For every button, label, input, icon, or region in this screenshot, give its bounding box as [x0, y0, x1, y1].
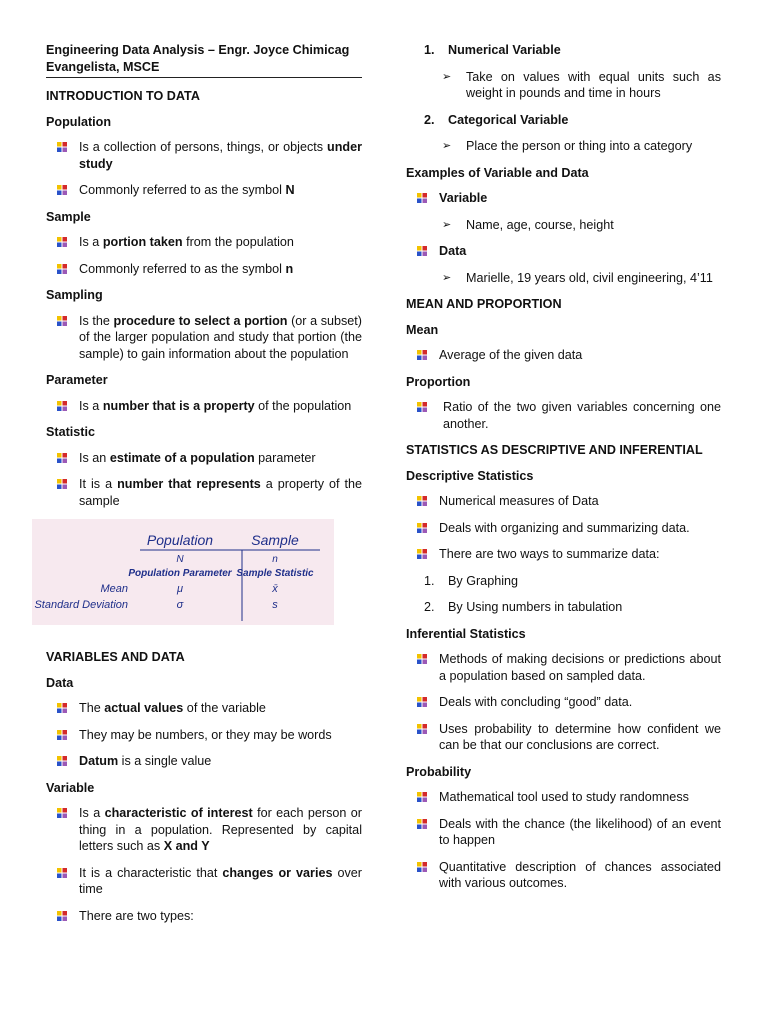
diamond-bullet-icon — [56, 478, 68, 490]
diamond-bullet-icon — [416, 522, 428, 534]
heading-parameter: Parameter — [46, 373, 108, 387]
diamond-bullet-icon — [416, 349, 428, 361]
heading-variable: Variable — [46, 780, 95, 795]
diamond-bullet-icon — [56, 702, 68, 714]
diamond-bullet-icon — [416, 791, 428, 803]
diamond-bullet-icon — [416, 548, 428, 560]
diamond-bullet-icon — [56, 400, 68, 412]
heading-data: Data — [46, 675, 74, 690]
table-cell: μ — [176, 583, 184, 595]
table-cell: n — [272, 554, 278, 565]
diamond-bullet-icon — [416, 192, 428, 204]
table-cell: s — [272, 599, 278, 611]
diamond-bullet-icon — [56, 315, 68, 327]
sub-item: ➢ Name, age, course, height — [442, 217, 614, 232]
table-header-sample: Sample — [251, 532, 299, 548]
heading-sampling: Sampling — [46, 288, 103, 302]
heading-proportion: Proportion — [406, 374, 471, 389]
list-item: Is a number that is a property of the population — [46, 398, 362, 415]
diamond-bullet-icon — [416, 495, 428, 507]
right-column — [406, 42, 721, 902]
section-heading-statistics: STATISTICS AS DESCRIPTIVE AND INFERENTIAL — [406, 443, 703, 457]
document-title: Engineering Data Analysis – Engr. Joyce Chimicag Evangelista, MSCE — [46, 42, 362, 78]
diamond-bullet-icon — [416, 818, 428, 830]
list-item: It is a number that represents a property of the sample — [46, 476, 362, 509]
heading-statistic: Statistic — [46, 425, 95, 439]
heading-mean: Mean — [406, 322, 439, 337]
section-heading-mean-proportion: MEAN AND PROPORTION — [406, 297, 562, 311]
numbered-item: 1. Numerical Variable — [424, 43, 561, 57]
heading-descriptive: Descriptive Statistics — [406, 468, 534, 483]
list-item: Deals with concluding “good” data. — [406, 694, 721, 711]
section-heading-variables: VARIABLES AND DATA — [46, 650, 185, 664]
table-header-population: Population — [146, 532, 214, 548]
population-sample-table — [32, 519, 334, 625]
list-item: There are two ways to summarize data: — [406, 546, 721, 563]
list-item: It is a characteristic that changes or varies over time — [46, 865, 362, 898]
sub-item: ➢ Place the person or thing into a category — [442, 139, 693, 153]
heading-probability: Probability — [406, 764, 472, 779]
sub-item: ➢ Take on values with equal units such as weight in pounds and time in hours — [442, 69, 721, 100]
list-item: Is the procedure to select a portion (or a subset) of the larger population and study that portion (the sample) to gain information about the population — [46, 313, 362, 363]
list-item: Deals with organizing and summarizing data. — [406, 520, 721, 537]
list-item: Methods of making decisions or predictions about a population based on sampled data. — [406, 651, 721, 684]
diamond-bullet-icon — [416, 401, 428, 413]
diamond-bullet-icon — [56, 729, 68, 741]
list-item: Deals with the chance (the likelihood) of an event to happen — [406, 816, 721, 849]
list-item: Is a portion taken from the population — [46, 234, 362, 251]
list-item: They may be numbers, or they may be words — [46, 727, 362, 744]
list-item: Numerical measures of Data — [406, 493, 721, 510]
diamond-bullet-icon — [56, 141, 68, 153]
table-cell: Sample Statistic — [236, 568, 314, 579]
list-item: Average of the given data — [406, 347, 721, 364]
list-item: Uses probability to determine how confident we can be that our conclusions are correct. — [406, 721, 721, 754]
list-item: Datum is a single value — [46, 753, 362, 770]
diamond-bullet-icon — [56, 867, 68, 879]
list-item: Ratio of the two given variables concerning one another. — [406, 399, 721, 432]
diamond-bullet-icon — [416, 861, 428, 873]
table-cell: x̄ — [272, 583, 278, 595]
list-item: There are two types: — [46, 908, 362, 925]
section-heading-introduction: INTRODUCTION TO DATA — [46, 89, 200, 103]
list-item: Is a characteristic of interest for each person or thing in a population. Represented by capital letters such as X and Y — [46, 805, 362, 855]
diamond-bullet-icon — [56, 807, 68, 819]
list-item: Is an estimate of a population parameter — [46, 450, 362, 467]
table-cell: σ — [176, 599, 184, 611]
heading-inferential: Inferential Statistics — [406, 626, 526, 641]
diamond-bullet-icon — [56, 755, 68, 767]
list-item: Mathematical tool used to study randomness — [406, 789, 721, 806]
diamond-bullet-icon — [56, 184, 68, 196]
heading-population: Population — [46, 114, 112, 129]
heading-sample: Sample — [46, 209, 91, 224]
diamond-bullet-icon — [416, 245, 428, 257]
arrowhead-bullet-icon: ➢ — [442, 70, 452, 83]
table-row-label: Mean — [100, 583, 128, 595]
table-row-label: Standard Deviation — [34, 599, 128, 611]
diamond-bullet-icon — [416, 723, 428, 735]
arrowhead-bullet-icon: ➢ — [442, 218, 452, 231]
diamond-bullet-icon — [56, 910, 68, 922]
numbered-item: 1. By Graphing — [424, 573, 519, 588]
list-item: Variable — [406, 190, 721, 207]
sub-item: ➢ Marielle, 19 years old, civil engineering, 4’11 — [442, 270, 713, 285]
heading-examples: Examples of Variable and Data — [406, 165, 589, 180]
numbered-item: 2. By Using numbers in tabulation — [424, 600, 623, 614]
table-cell: Population Parameter — [128, 568, 232, 579]
list-item: Commonly referred to as the symbol N — [46, 182, 362, 199]
numbered-item: 2. Categorical Variable — [424, 112, 569, 127]
arrowhead-bullet-icon: ➢ — [442, 140, 452, 152]
diamond-bullet-icon — [56, 263, 68, 275]
list-item: Quantitative description of chances associated with various outcomes. — [406, 859, 721, 892]
diamond-bullet-icon — [56, 452, 68, 464]
list-item: Commonly referred to as the symbol n — [46, 261, 362, 278]
list-item: Data — [406, 243, 721, 260]
diamond-bullet-icon — [56, 236, 68, 248]
table-cell: N — [176, 554, 184, 565]
diamond-bullet-icon — [416, 653, 428, 665]
arrowhead-bullet-icon: ➢ — [442, 271, 452, 284]
list-item: The actual values of the variable — [46, 700, 362, 717]
list-item: Is a collection of persons, things, or objects under study — [46, 139, 362, 172]
left-column — [34, 42, 362, 934]
diamond-bullet-icon — [416, 696, 428, 708]
